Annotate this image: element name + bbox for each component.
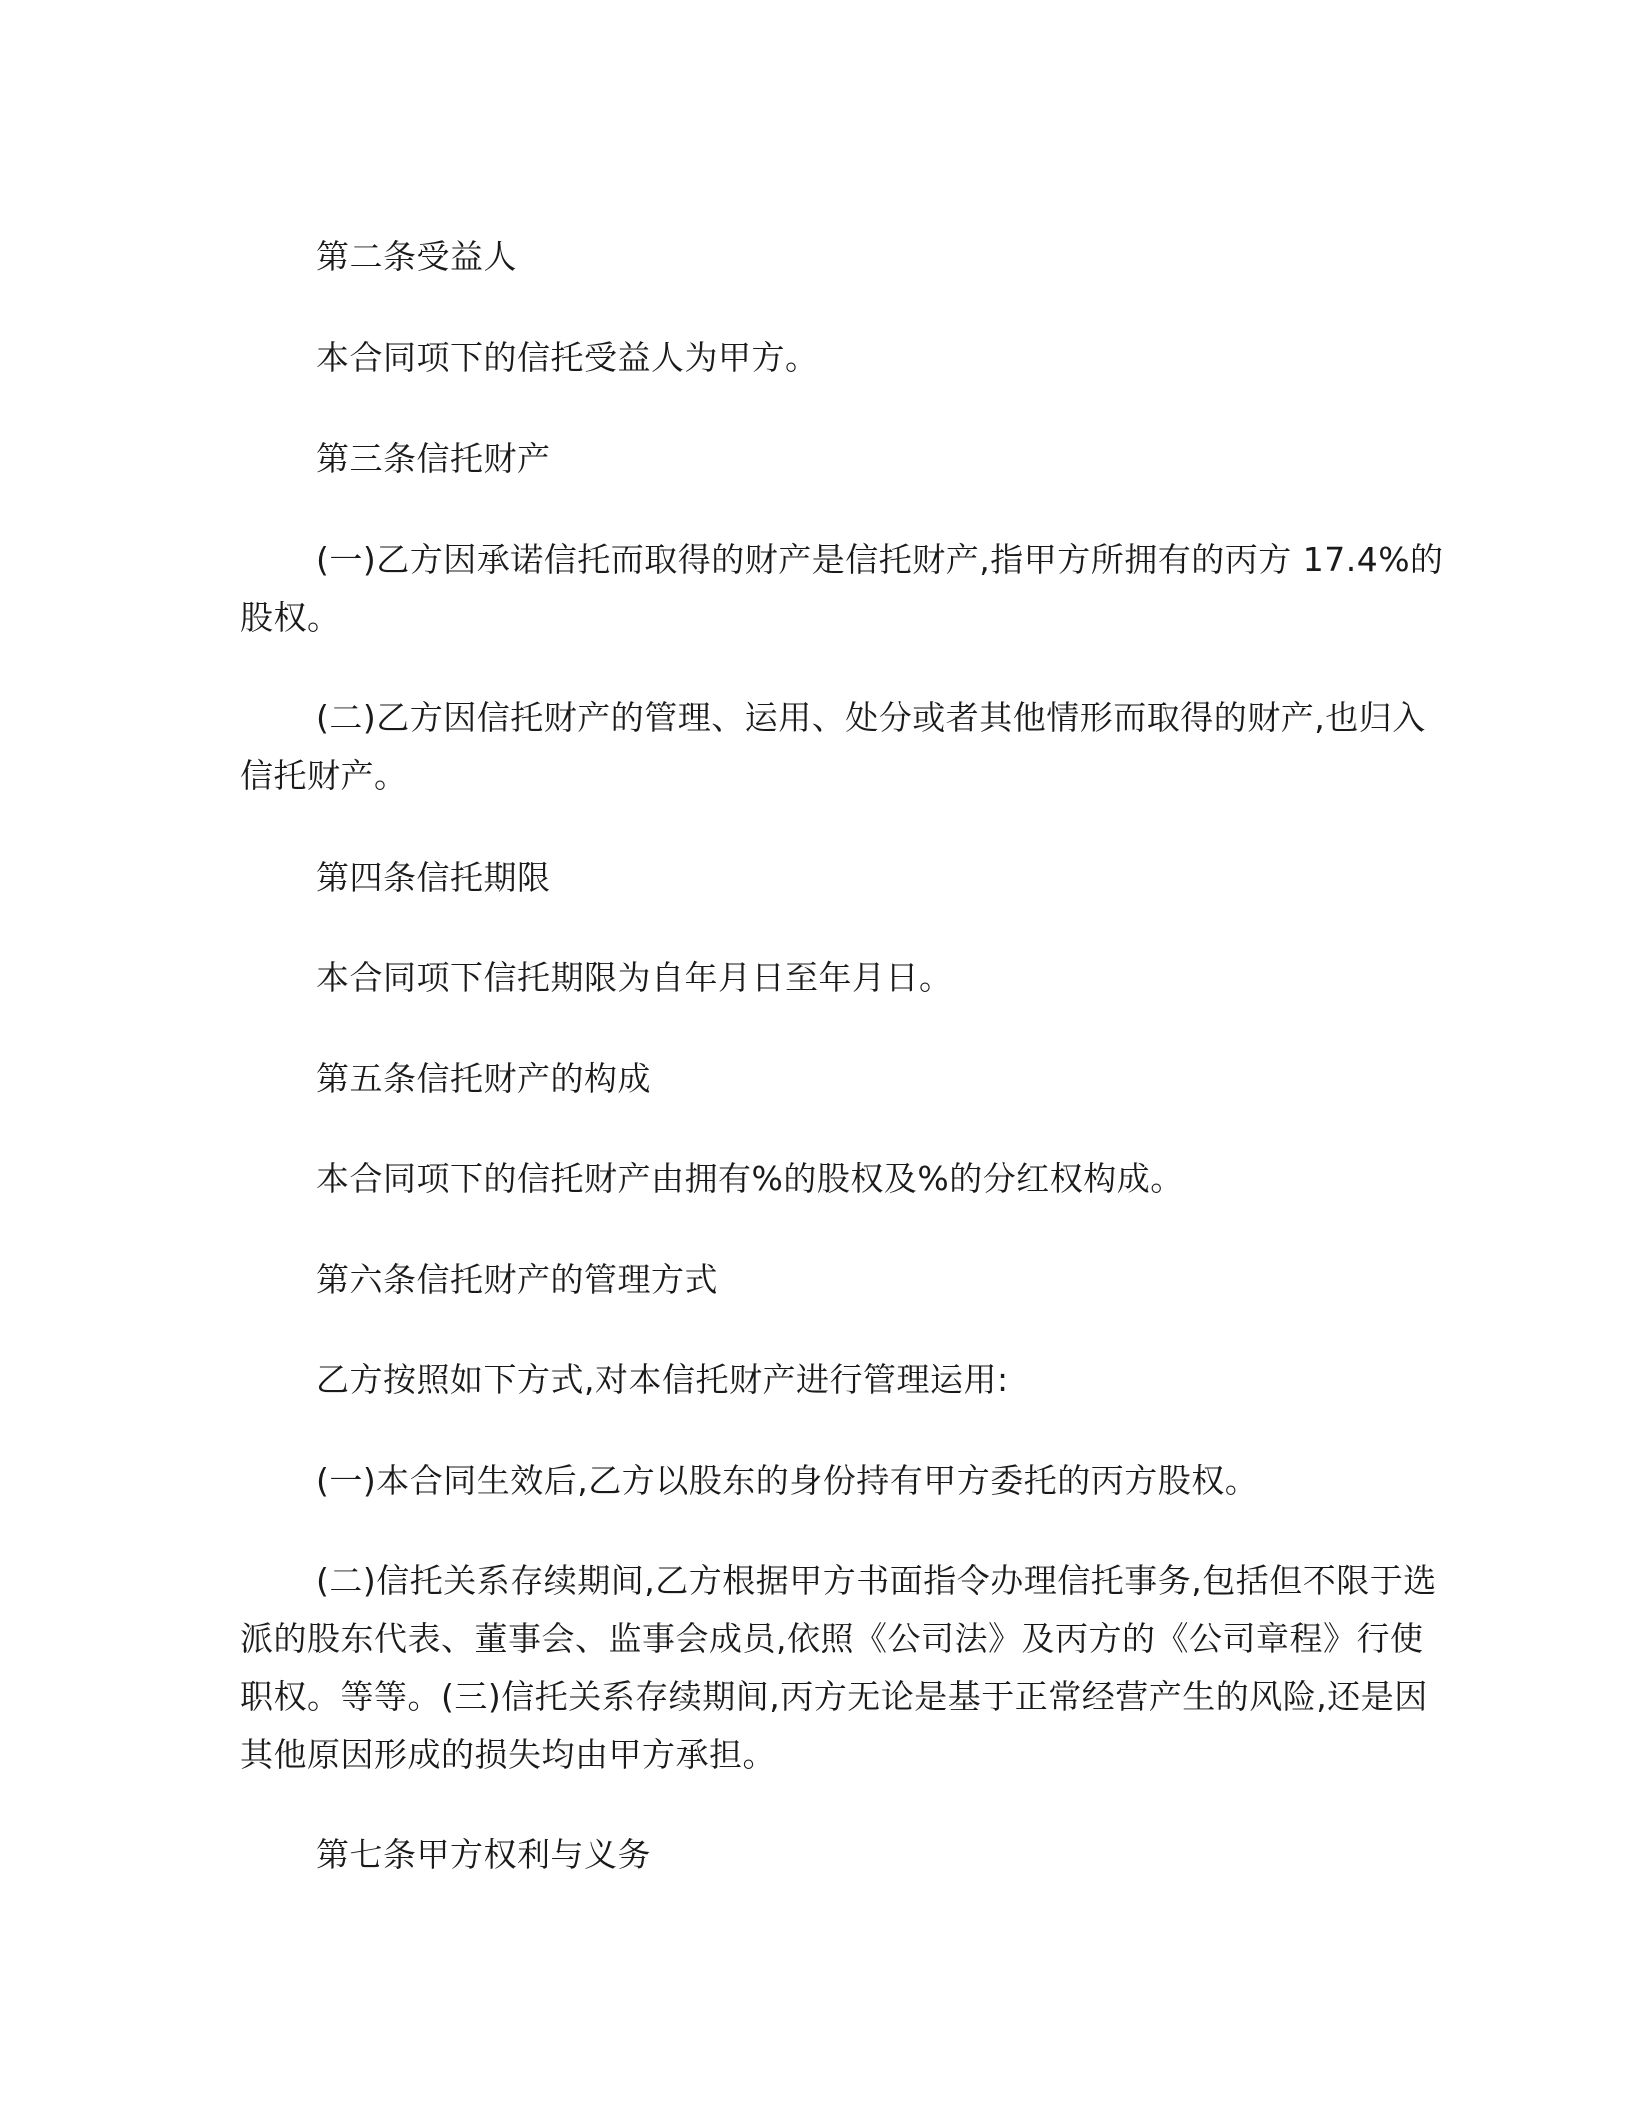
heading-article-6: 第六条信托财产的管理方式 [316,1260,718,1299]
heading-article-4: 第四条信托期限 [316,858,551,897]
heading-article-2: 第二条受益人 [316,237,517,276]
paragraph-management-intro: 乙方按照如下方式,对本信托财产进行管理运用: [316,1360,1009,1399]
paragraph-property-2-line1: (二)乙方因信托财产的管理、运用、处分或者其他情形而取得的财产,也归入 [316,698,1426,737]
paragraph-management-2-line2: 派的股东代表、董事会、监事会成员,依照《公司法》及丙方的《公司章程》行使 [240,1619,1424,1658]
heading-article-3: 第三条信托财产 [316,439,551,478]
paragraph-composition: 本合同项下的信托财产由拥有%的股权及%的分红权构成。 [316,1159,1184,1198]
paragraph-property-2-line2: 信托财产。 [240,756,408,795]
heading-article-5: 第五条信托财产的构成 [316,1059,651,1098]
paragraph-beneficiary: 本合同项下的信托受益人为甲方。 [316,338,819,377]
paragraph-management-2-line1: (二)信托关系存续期间,乙方根据甲方书面指令办理信托事务,包括但不限于选 [316,1561,1437,1600]
paragraph-management-1: (一)本合同生效后,乙方以股东的身份持有甲方委托的丙方股权。 [316,1461,1259,1500]
heading-article-7: 第七条甲方权利与义务 [316,1835,651,1874]
paragraph-property-1-line1: (一)乙方因承诺信托而取得的财产是信托财产,指甲方所拥有的丙方 17.4%的 [316,540,1444,579]
paragraph-term: 本合同项下信托期限为自年月日至年月日。 [316,958,953,997]
paragraph-property-1-line2: 股权。 [240,598,341,637]
paragraph-management-2-line3: 职权。等等。(三)信托关系存续期间,丙方无论是基于正常经营产生的风险,还是因 [240,1677,1428,1716]
paragraph-management-2-line4: 其他原因形成的损失均由甲方承担。 [240,1735,776,1774]
